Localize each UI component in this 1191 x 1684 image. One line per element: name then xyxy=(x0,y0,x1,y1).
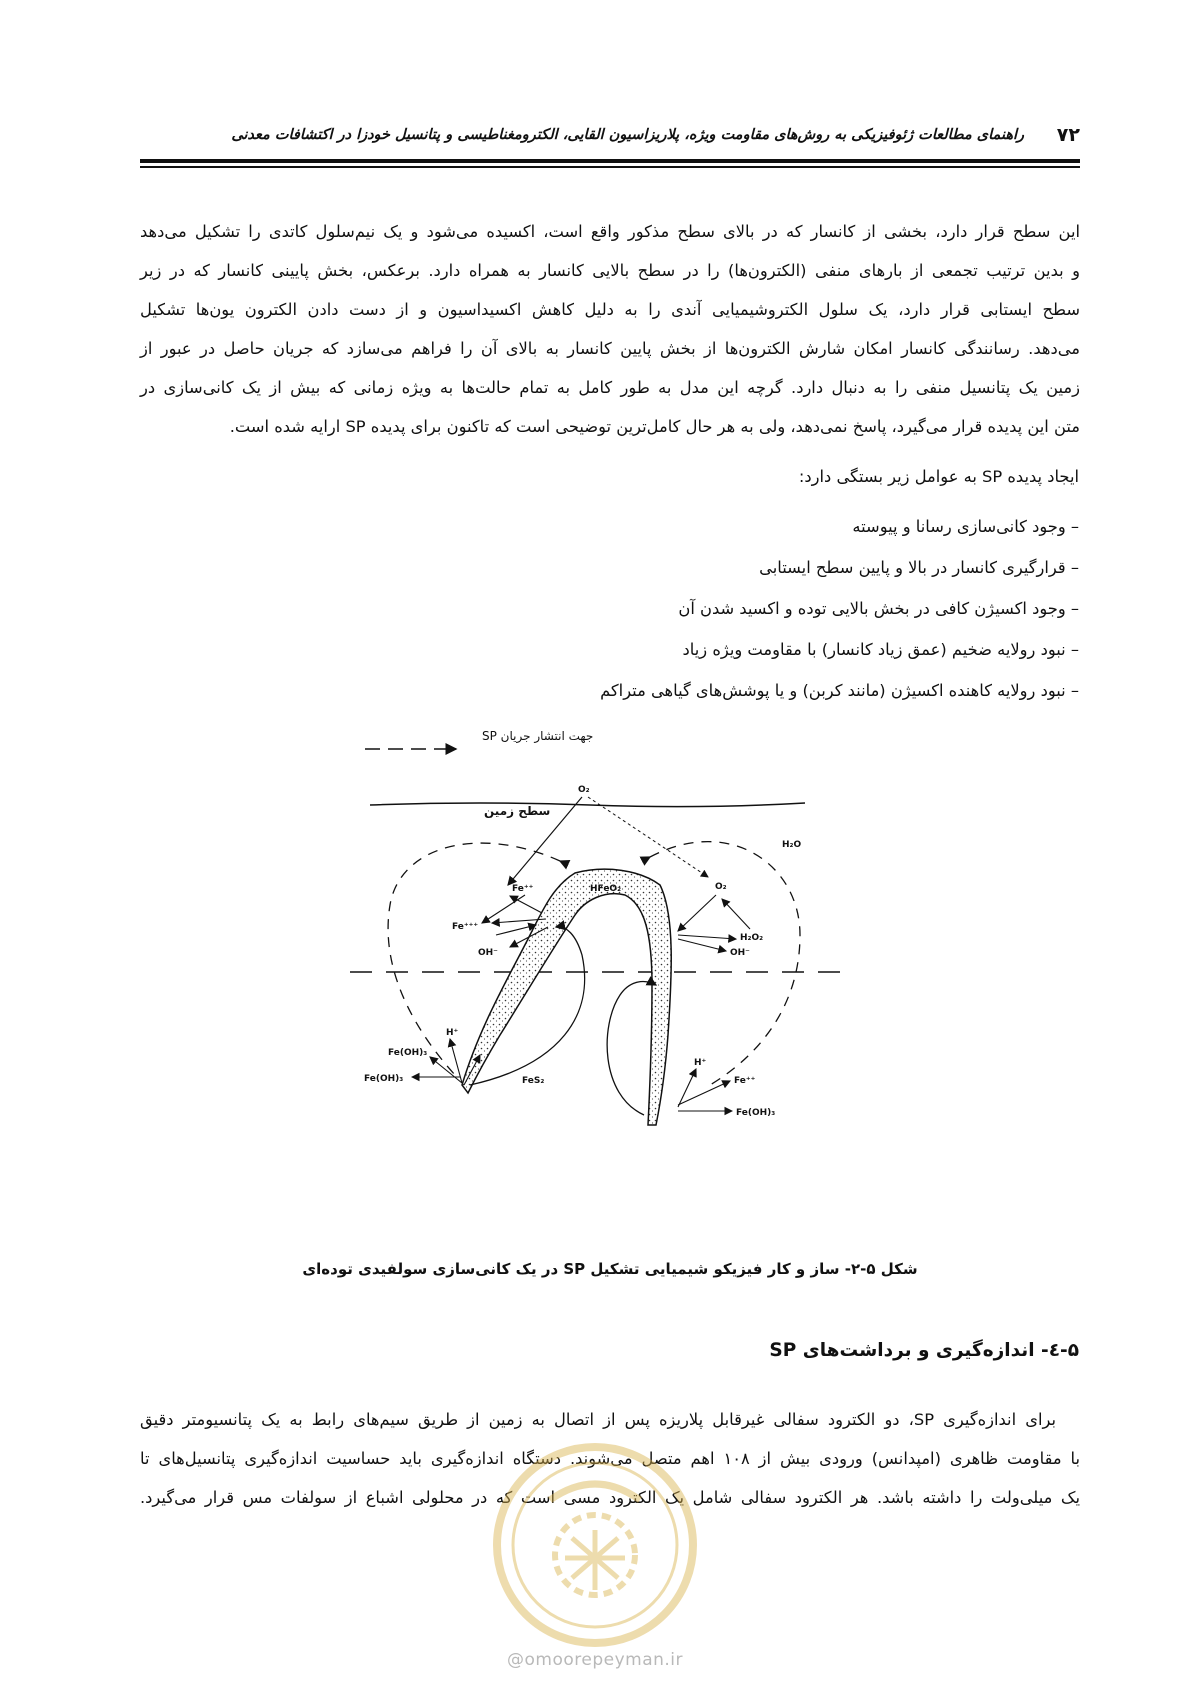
list-item: – قرارگیری کانسار در بالا و پایین سطح ایستابی xyxy=(759,558,1079,577)
paragraph-line: و بدین ترتیب تجمعی از بارهای منفی (الکترون‌ها) را در سطح بالایی کانسار به همراه دارد. برعکس، بخش پایینی کانسار که در زیر xyxy=(140,261,1080,280)
reaction-arrow xyxy=(510,896,542,913)
paragraph-line: می‌دهد. رسانندگی کانسار امکان شارش الکترون‌ها از بخش پایین کانسار به بالای آن را فراهم می‌سازد که جریان حاصل در عبور از xyxy=(140,339,1080,358)
reaction-arrow xyxy=(482,895,525,923)
reaction-arrow xyxy=(430,1057,462,1083)
feoh3-upper-label: Fe(OH)₃ xyxy=(388,1048,428,1058)
paragraph-line: این سطح قرار دارد، بخشی از کانسار که در بالای سطح مذکور واقع است، اکسیده می‌شود و یک نیم‌سلول کاتدی را تشکیل می‌دهد xyxy=(140,222,1080,241)
paragraph-line: متن این پدیده قرار می‌گیرد، پاسخ نمی‌دهد، ولی به هر حال کامل‌ترین توضیحی است که تاکنون برای پدیده SP ارایه شده است. xyxy=(229,417,1080,436)
list-intro: ایجاد پدیده SP به عوامل زیر بستگی دارد: xyxy=(798,467,1079,486)
h-left-label: H⁺ xyxy=(446,1028,459,1038)
list-item: – نبود رولایه ضخیم (عمق زیاد کانسار) با مقاومت ویژه زیاد xyxy=(682,640,1079,659)
sp-mechanism-figure xyxy=(360,729,920,1185)
o2-top-label: O₂ xyxy=(578,785,590,795)
factor-list xyxy=(600,506,1079,711)
o2-right-label: O₂ xyxy=(715,882,727,892)
feoh3-lower-label: Fe(OH)₃ xyxy=(364,1074,404,1084)
ground-surface-line xyxy=(370,803,805,807)
reaction-arrow xyxy=(450,1039,462,1083)
hfeo2-label: HFeO₂ xyxy=(590,884,622,894)
list-item: – وجود کانی‌سازی رسانا و پیوسته xyxy=(852,517,1079,536)
h2o-label: H₂O xyxy=(782,840,802,850)
paragraph-1 xyxy=(140,212,1080,446)
h2o2-label: H₂O₂ xyxy=(740,933,764,943)
reaction-arrow xyxy=(678,935,736,939)
oh-left-label: OH⁻ xyxy=(478,948,498,958)
current-flow-loop-right xyxy=(650,842,800,1085)
figure-diagram xyxy=(360,729,920,1185)
running-title: راهنمای مطالعات ژئوفیزیکی به روش‌های مقاومت ویژه، پلاریزاسیون القایی، الکترومغناطیسی و پتانسیل خودزا در اکتشافات معدنی xyxy=(231,127,1024,143)
reaction-arrow xyxy=(722,899,750,929)
paragraph-line: با مقاومت ظاهری (امپدانس) ورودی بیش از ۱۰۸ اهم متصل می‌شوند. دستگاه اندازه‌گیری باید حساسیت اندازه‌گیری پتانسیل‌های تا xyxy=(140,1449,1080,1468)
ground-surface-label: سطح زمین xyxy=(484,804,551,818)
list-item: – وجود اکسیژن کافی در بخش بالایی توده و اکسید شدن آن xyxy=(678,599,1079,618)
current-direction-label-text: جهت انتشار جریان SP xyxy=(482,729,594,743)
h-right-label: H⁺ xyxy=(694,1058,707,1068)
reaction-arrow xyxy=(678,1081,730,1105)
list-item: – نبود رولایه کاهنده اکسیژن (مانند کربن) و یا پوشش‌های گیاهی متراکم xyxy=(600,681,1079,700)
paragraph-line: برای اندازه‌گیری SP، دو الکترود سفالی غیرقابل پلاریزه پس از اتصال به زمین از طریق سیم‌های رابط به یک پتانسیومتر دقیق xyxy=(140,1410,1056,1429)
page-number: ۷۲ xyxy=(1056,124,1080,146)
fe2-left-label: Fe⁺⁺ xyxy=(512,884,534,894)
oh-right-label: OH⁻ xyxy=(730,948,750,958)
ore-body xyxy=(462,869,671,1125)
fe2-right-label: Fe⁺⁺ xyxy=(734,1076,756,1086)
watermark-seal-icon xyxy=(490,1440,700,1650)
figure-caption: شکل ۵-۲- ساز و کار فیزیکو شیمیایی تشکیل SP در یک کانی‌سازی سولفیدی توده‌ای xyxy=(302,1260,918,1278)
page-header xyxy=(140,124,1080,154)
header-rule-thin xyxy=(140,166,1080,168)
section-heading: ۵-٤- اندازه‌گیری و برداشت‌های SP xyxy=(769,1340,1079,1361)
paragraph-line: یک میلی‌ولت را داشته باشد. هر الکترود سفالی شامل یک الکترود مسی است که در محلولی اشباع از سولفات مس قرار می‌گیرد. xyxy=(140,1488,1080,1507)
fes2-label: FeS₂ xyxy=(522,1076,545,1086)
fe3-label: Fe⁺⁺⁺ xyxy=(452,922,479,932)
watermark-url: @omoorepeyman.ir xyxy=(506,1650,684,1670)
reaction-arrow xyxy=(678,939,726,951)
reaction-arrow xyxy=(678,895,716,931)
o2-arrow-right xyxy=(588,797,708,877)
paragraph-line: زمین یک پتانسیل منفی را به دنبال دارد. گرچه این مدل به طور کامل به تمام حالت‌ها به ویژه زمانی که بیش از یک کانی‌سازی در xyxy=(140,378,1080,397)
header-rule xyxy=(140,159,1080,163)
feoh-right-label: Fe(OH)₃ xyxy=(736,1108,776,1118)
paragraph-line: سطح ایستابی قرار دارد، یک سلول الکتروشیمیایی آندی را به دلیل کاهش اکسیداسیون و از دست دادن الکترون یون‌ها تشکیل xyxy=(140,300,1080,319)
